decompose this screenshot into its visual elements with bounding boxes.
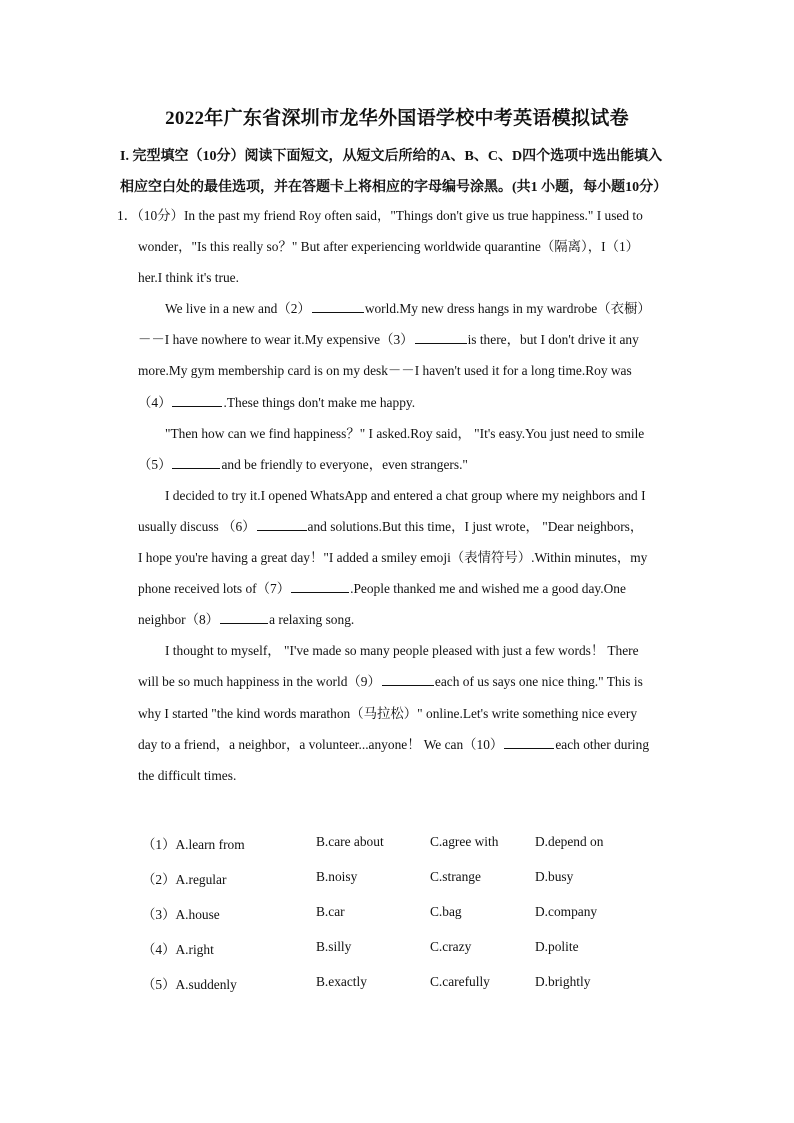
passage-line: day to a friend，a neighbor，a volunteer...anyone！ We can（10） each other during bbox=[120, 729, 676, 760]
section-instructions bbox=[120, 141, 680, 203]
option-c: C.carefully bbox=[430, 974, 490, 989]
answer-blank bbox=[220, 609, 268, 624]
passage-line: We live in a new and（2） world.My new dress hangs in my wardrobe（衣橱） bbox=[120, 293, 676, 324]
option-c: C.bag bbox=[430, 904, 462, 919]
option-b: B.silly bbox=[316, 939, 352, 954]
option-d: D.brightly bbox=[535, 974, 591, 989]
option-a: （1）A.learn from bbox=[142, 837, 245, 852]
passage-line: neighbor（8） a relaxing song. bbox=[120, 604, 676, 635]
option-c: C.agree with bbox=[430, 834, 499, 849]
option-a: （4）A.right bbox=[142, 942, 214, 957]
option-row bbox=[0, 904, 794, 924]
passage-line: －－I have nowhere to wear it.My expensive（3） is there，but I don't drive it any bbox=[120, 324, 676, 355]
answer-blank bbox=[504, 734, 554, 749]
option-a: （5）A.suddenly bbox=[142, 977, 237, 992]
answer-blank bbox=[172, 454, 220, 469]
option-row bbox=[0, 869, 794, 889]
option-d: D.busy bbox=[535, 869, 574, 884]
answer-blank bbox=[172, 392, 222, 407]
passage-line: （5） and be friendly to everyone，even strangers." bbox=[120, 449, 676, 480]
option-row bbox=[0, 974, 794, 994]
option-b: B.car bbox=[316, 904, 345, 919]
option-b: B.exactly bbox=[316, 974, 367, 989]
passage-line: the difficult times. bbox=[138, 767, 237, 783]
passage-line: （4） .These things don't make me happy. bbox=[120, 387, 676, 418]
option-row bbox=[0, 834, 794, 854]
answer-blank bbox=[415, 329, 467, 344]
passage-line: I decided to try it.I opened WhatsApp and entered a chat group where my neighbors and I bbox=[165, 487, 646, 503]
answer-blank bbox=[291, 578, 349, 593]
option-b: B.noisy bbox=[316, 869, 358, 884]
instructions-line: I. 完型填空（10分）阅读下面短文，从短文后所给的A、B、C、D四个选项中选出能填入 bbox=[120, 149, 663, 164]
option-a: （2）A.regular bbox=[142, 872, 227, 887]
passage-line: 1．（10分）In the past my friend Roy often said，"Things don't give us true happiness." I used to bbox=[117, 208, 643, 223]
reading-passage bbox=[117, 200, 676, 791]
option-d: D.depend on bbox=[535, 834, 604, 849]
passage-line: "Then how can we find happiness？" I asked.Roy said， "It's easy.You just need to smile bbox=[165, 425, 645, 441]
answer-blank bbox=[312, 298, 364, 313]
option-d: D.polite bbox=[535, 939, 579, 954]
passage-line: I hope you're having a great day！"I added a smiley emoji（表情符号）.Within minutes，my bbox=[138, 550, 648, 566]
passage-line: why I started "the kind words marathon（马拉松）" online.Let's write something nice every bbox=[138, 705, 638, 721]
passage-line: phone received lots of（7） .People thanked me and wished me a good day.One bbox=[120, 573, 676, 604]
instructions-line: 相应空白处的最佳选项，并在答题卡上将相应的字母编号涂黑。(共1 小题，每小题10分） bbox=[120, 180, 668, 195]
option-row bbox=[0, 939, 794, 959]
passage-line: her.I think it's true. bbox=[138, 270, 239, 286]
passage-line: usually discuss （6） and solutions.But this time，I just wrote， "Dear neighbors， bbox=[120, 511, 676, 542]
option-d: D.company bbox=[535, 904, 598, 919]
option-c: C.crazy bbox=[430, 939, 472, 954]
passage-line: I thought to myself， "I've made so many people pleased with just a few words！ There bbox=[165, 643, 639, 659]
option-b: B.care about bbox=[316, 834, 384, 849]
option-a: （3）A.house bbox=[142, 907, 220, 922]
answer-blank bbox=[382, 671, 434, 686]
option-c: C.strange bbox=[430, 869, 481, 884]
page-title: 2022年广东省深圳市龙华外国语学校中考英语模拟试卷 bbox=[165, 108, 629, 129]
answer-blank bbox=[257, 516, 307, 531]
passage-line: will be so much happiness in the world（9） each of us says one nice thing." This is bbox=[120, 666, 676, 697]
passage-line: wonder，"Is this really so？" But after experiencing worldwide quarantine（隔离），I（1） bbox=[138, 239, 640, 255]
passage-line: more.My gym membership card is on my desk－－I haven't used it for a long time.Roy was bbox=[138, 363, 632, 379]
